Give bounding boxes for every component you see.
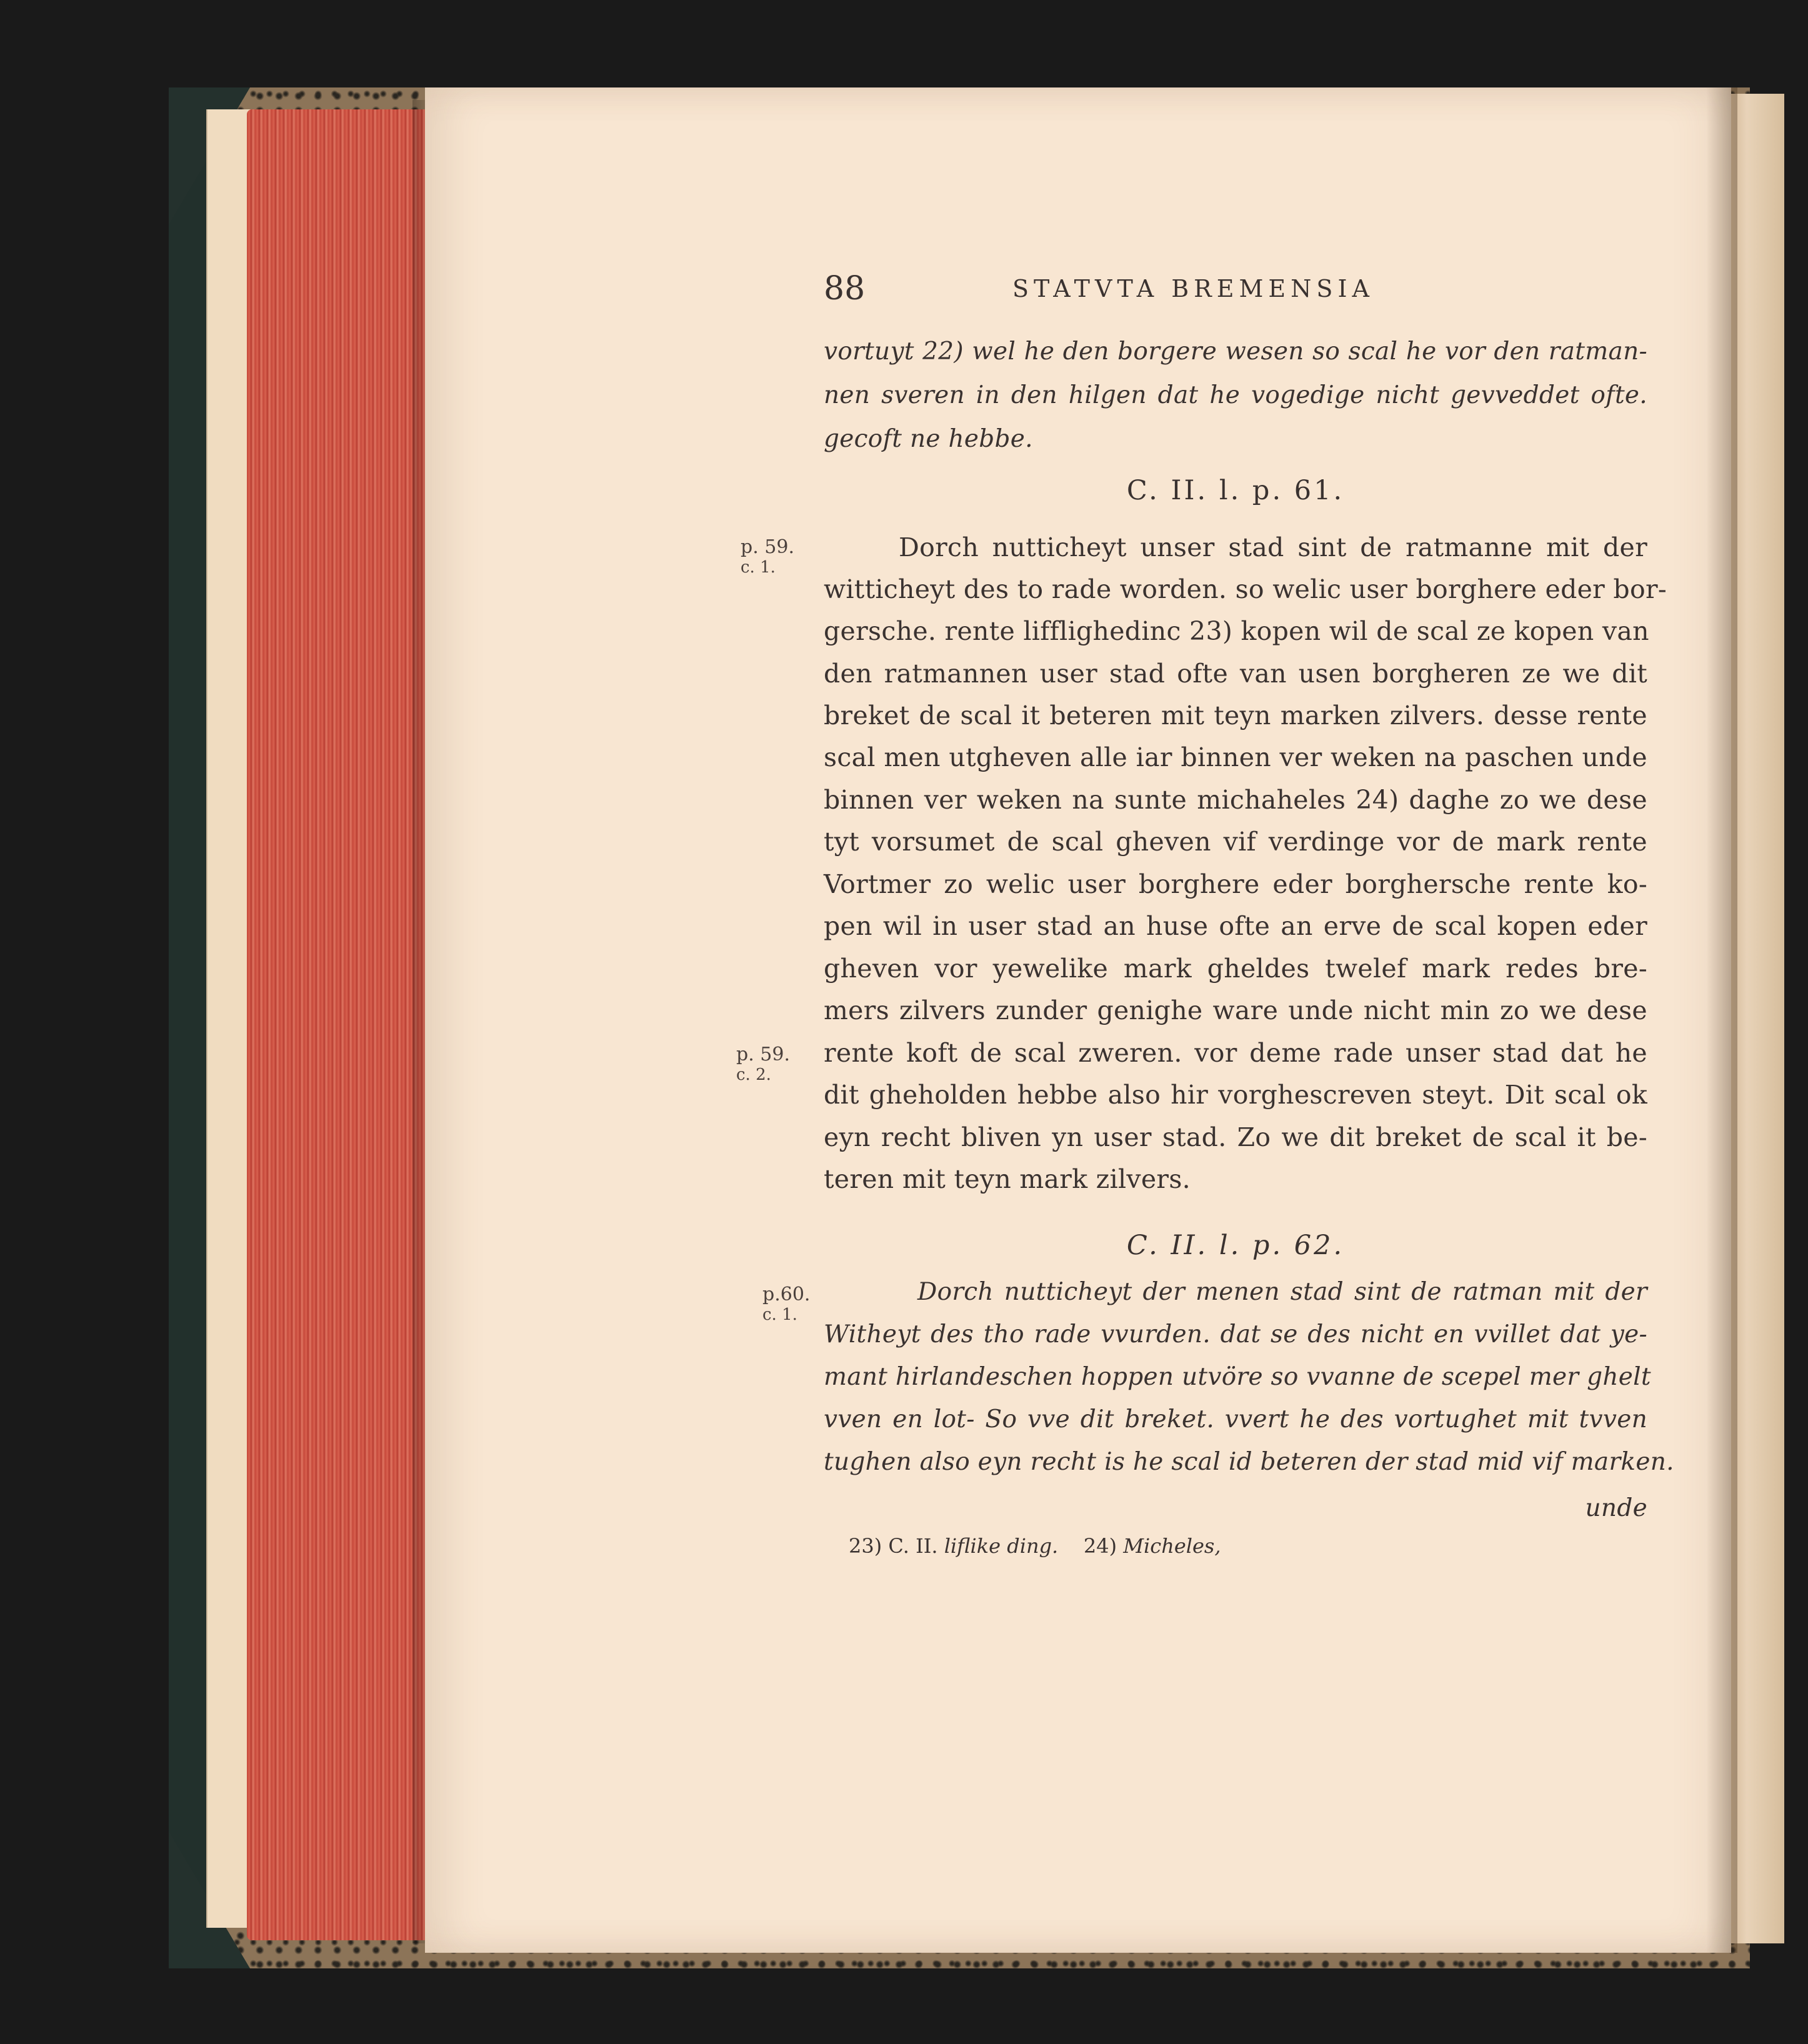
- running-title: STATVTA BREMENSIA: [1012, 275, 1374, 302]
- margin-note: [736, 1045, 790, 1085]
- text-line: gecoft ne hebbe.: [824, 425, 1033, 453]
- text-line: tughen also eyn recht is he scal id beteren der stad mid vif marken.: [824, 1448, 1674, 1476]
- text-line: Witheyt des tho rade vvurden. dat se des nicht en vvillet dat ye-: [824, 1320, 1647, 1349]
- margin-note-sub: c. 1.: [741, 558, 776, 577]
- text-line: Dorch nutticheyt unser stad sint de ratmanne mit der: [899, 532, 1647, 562]
- catchword: unde: [1585, 1494, 1647, 1522]
- text-line: nen sveren in den hilgen dat he vogedige nicht gevveddet ofte.: [824, 381, 1647, 409]
- page-number: 88: [824, 270, 866, 307]
- text-line: pen wil in user stad an huse ofte an erve de scal kopen eder: [824, 911, 1647, 941]
- text-line: Dorch nutticheyt der menen stad sint de ratman mit der: [917, 1278, 1647, 1306]
- text-line: mant hirlandeschen hoppen utvöre so vvanne de scepel mer ghelt: [824, 1363, 1651, 1391]
- text-line: gersche. rente lifflighedinc 23) kopen wil de scal ze kopen van: [824, 616, 1649, 646]
- footnotes: [849, 1534, 1221, 1558]
- margin-note-sub: c. 2.: [736, 1065, 771, 1084]
- text-line: tyt vorsumet de scal gheven vif verdinge vor de mark rente: [824, 827, 1647, 857]
- text-line: rente koft de scal zweren. vor deme rade unser stad dat he: [824, 1038, 1647, 1068]
- text-line: binnen ver weken na sunte michaheles 24) daghe zo we dese: [824, 785, 1647, 815]
- text-line: den ratmannen user stad ofte van usen borgheren ze we dit: [824, 659, 1647, 689]
- text-line: mers zilvers zunder genighe ware unde nicht min zo we dese: [824, 995, 1647, 1025]
- red-page-edges: [247, 109, 425, 1940]
- margin-note-ref: p.60.: [762, 1284, 811, 1305]
- margin-note: [762, 1285, 810, 1325]
- section-heading: C. II. l. p. 61.: [1126, 475, 1345, 506]
- margin-note-sub: c. 1.: [762, 1305, 797, 1324]
- margin-note-ref: p. 59.: [741, 536, 794, 558]
- text-line: dit gheholden hebbe also hir vorghescreven steyt. Dit scal ok: [824, 1080, 1647, 1110]
- margin-note-ref: p. 59.: [736, 1044, 790, 1065]
- text-line: witticheyt des to rade worden. so welic user borghere eder bor-: [824, 574, 1667, 604]
- text-line: eyn recht bliven yn user stad. Zo we dit breket de scal it be-: [824, 1122, 1647, 1152]
- gutter-shadow: [1706, 87, 1737, 1953]
- footnote-23-text: liflike ding.: [944, 1534, 1059, 1558]
- text-line: teren mit teyn mark zilvers.: [824, 1164, 1191, 1194]
- text-line: scal men utgheven alle iar binnen ver weken na paschen unde: [824, 742, 1647, 772]
- text-line: Vortmer zo welic user borghere eder borghersche rente ko-: [824, 869, 1647, 899]
- margin-note: [741, 537, 794, 577]
- text-line: vortuyt 22) wel he den borgere wesen so scal he vor den ratman-: [824, 337, 1647, 366]
- section-heading: C. II. l. p. 62.: [1126, 1230, 1345, 1261]
- text-line: vven en lot- So vve dit breket. vvert he des vortughet mit tvven: [824, 1405, 1647, 1433]
- text-line: breket de scal it beteren mit teyn marken zilvers. desse rente: [824, 700, 1647, 730]
- text-line: gheven vor yewelike mark gheldes twelef mark redes bre-: [824, 954, 1647, 984]
- footnote-24-ref: 24): [1083, 1534, 1117, 1558]
- footnote-24-text: Micheles,: [1123, 1534, 1221, 1558]
- cover-spine: [169, 87, 206, 1968]
- footnote-23-ref: 23) C. II.: [849, 1534, 938, 1558]
